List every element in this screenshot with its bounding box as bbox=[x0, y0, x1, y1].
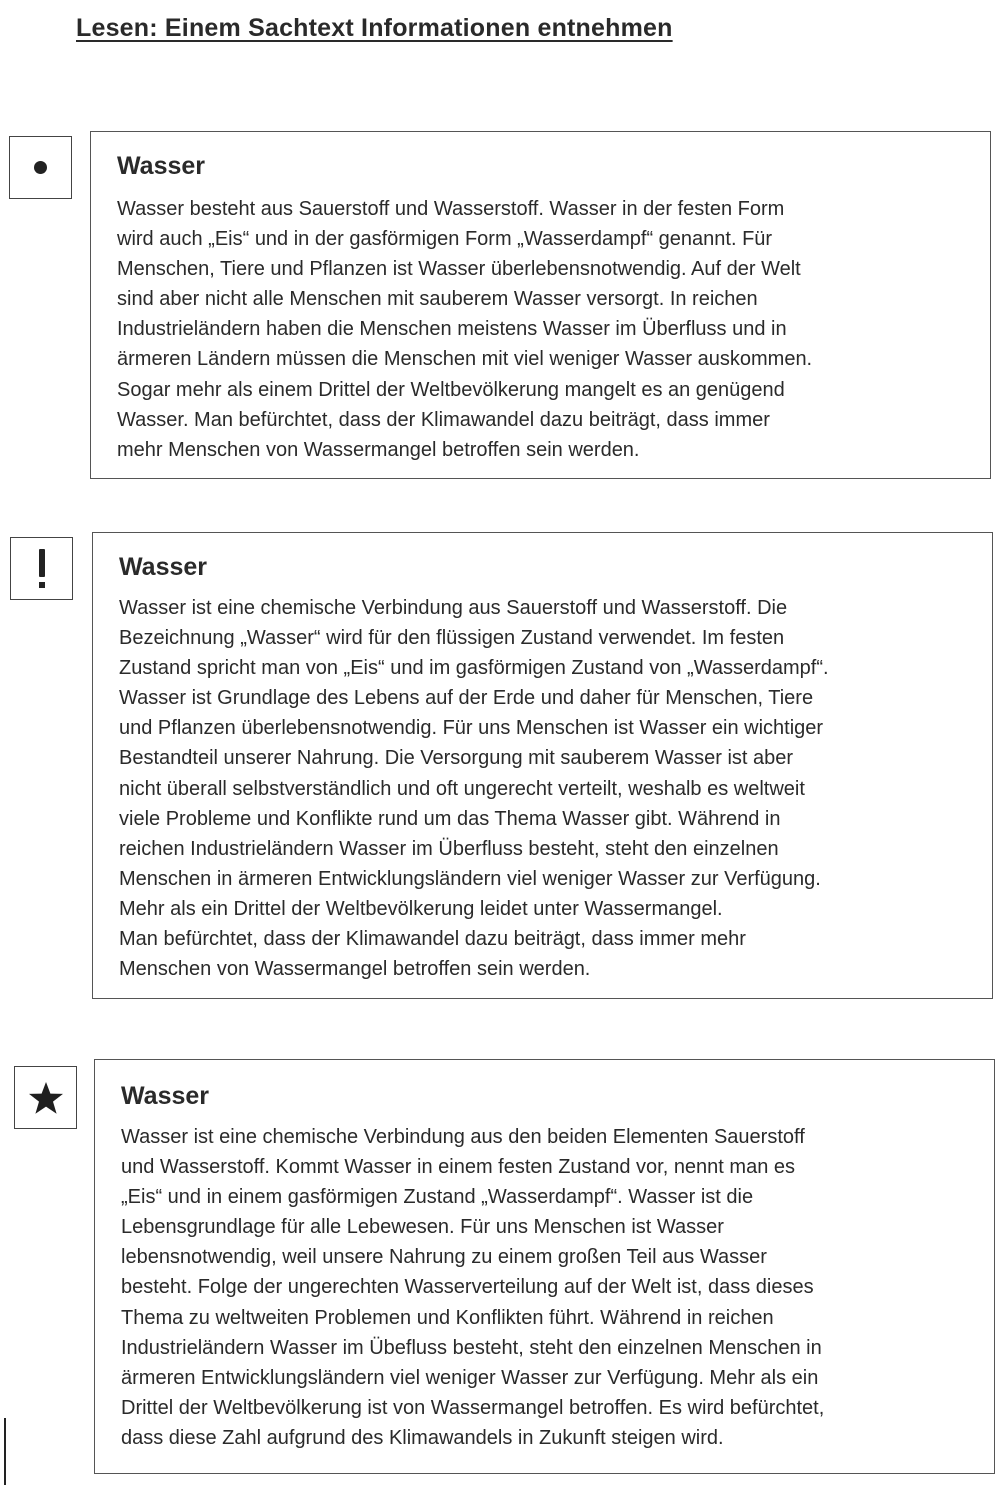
text-line: und Pflanzen überlebensnotwendig. Für uns Menschen ist Wasser ein wichtiger bbox=[119, 717, 824, 740]
level-marker-advanced bbox=[14, 1066, 77, 1129]
text-line: Drittel der Weltbevölkerung ist von Wassermangel betroffen. Es wird befürchtet, bbox=[121, 1396, 825, 1419]
level-marker-intermediate bbox=[10, 537, 73, 600]
text-line: Wasser. Man befürchtet, dass der Klimawandel dazu beiträgt, dass immer bbox=[117, 408, 770, 431]
text-box-intermediate bbox=[92, 532, 993, 999]
text-line: Menschen in ärmeren Entwicklungsländern viel weniger Wasser zur Verfügung. bbox=[119, 867, 821, 890]
text-line: Mehr als ein Drittel der Weltbevölkerung leidet unter Wassermangel. bbox=[119, 897, 723, 920]
text-line: reichen Industrieländern Wasser im Überfluss besteht, steht den einzelnen bbox=[119, 837, 779, 860]
text-line: Wasser ist Grundlage des Lebens auf der Erde und daher für Menschen, Tiere bbox=[119, 687, 814, 710]
text-line: ärmeren Entwicklungsländern viel weniger Wasser zur Verfügung. Mehr als ein bbox=[121, 1366, 819, 1389]
text-line: Industrieländern haben die Menschen meistens Wasser im Überfluss und in bbox=[117, 318, 787, 341]
text-line: viele Probleme und Konflikte rund um das Thema Wasser gibt. Während in bbox=[119, 807, 781, 830]
star-icon bbox=[28, 1081, 64, 1115]
text-line: Menschen, Tiere und Pflanzen ist Wasser überlebensnotwendig. Auf der Welt bbox=[117, 258, 801, 281]
level-marker-basic bbox=[9, 136, 72, 199]
text-line: „Eis“ und in einem gasförmigen Zustand „Wasserdampf“. Wasser ist die bbox=[121, 1186, 754, 1209]
text-line: Lebensgrundlage für alle Lebewesen. Für uns Menschen ist Wasser bbox=[121, 1216, 724, 1239]
text-line: dass diese Zahl aufgrund des Klimawandels in Zukunft steigen wird. bbox=[121, 1426, 724, 1449]
text-line: nicht überall selbstverständlich und oft ungerecht verteilt, weshalb es weltweit bbox=[119, 777, 805, 800]
text-line: und Wasserstoff. Kommt Wasser in einem festen Zustand vor, nennt man es bbox=[121, 1156, 796, 1179]
text-line: sind aber nicht alle Menschen mit sauberem Wasser versorgt. In reichen bbox=[117, 288, 758, 311]
text-line: wird auch „Eis“ und in der gasförmigen Form „Wasserdampf“ genannt. Für bbox=[117, 228, 773, 251]
text-line: Zustand spricht man von „Eis“ und im gasförmigen Zustand von „Wasserdampf“. bbox=[119, 657, 829, 680]
section-heading: Wasser bbox=[117, 152, 206, 180]
text-box-basic bbox=[90, 131, 991, 479]
text-line: ärmeren Ländern müssen die Menschen mit viel weniger Wasser auskommen. bbox=[117, 348, 813, 371]
section-body bbox=[119, 593, 980, 984]
text-line: Wasser besteht aus Sauerstoff und Wasserstoff. Wasser in der festen Form bbox=[117, 198, 785, 220]
text-line: Man befürchtet, dass der Klimawandel dazu beiträgt, dass immer mehr bbox=[119, 928, 746, 951]
section-heading: Wasser bbox=[121, 1082, 210, 1110]
text-box-advanced bbox=[94, 1059, 995, 1474]
text-line: Bestandteil unserer Nahrung. Die Versorgung mit sauberem Wasser ist aber bbox=[119, 747, 794, 770]
exclamation-icon bbox=[38, 549, 46, 589]
section-heading: Wasser bbox=[119, 553, 208, 581]
text-line: lebensnotwendig, weil unsere Nahrung zu einem großen Teil aus Wasser bbox=[121, 1246, 767, 1269]
scan-margin-line bbox=[4, 1418, 6, 1485]
section-body bbox=[121, 1122, 982, 1453]
text-line: mehr Menschen von Wassermangel betroffen sein werden. bbox=[117, 438, 640, 461]
text-line: Sogar mehr als einem Drittel der Weltbevölkerung mangelt es an genügend bbox=[117, 378, 785, 401]
text-line: besteht. Folge der ungerechten Wasserverteilung auf der Welt ist, dass dieses bbox=[121, 1276, 814, 1299]
dot-icon bbox=[34, 161, 47, 174]
text-line: Wasser ist eine chemische Verbindung aus den beiden Elementen Sauerstoff bbox=[121, 1126, 805, 1148]
text-line: Wasser ist eine chemische Verbindung aus Sauerstoff und Wasserstoff. Die bbox=[119, 597, 788, 619]
text-line: Thema zu weltweiten Problemen und Konflikten führt. Während in reichen bbox=[121, 1306, 774, 1329]
text-line: Bezeichnung „Wasser“ wird für den flüssigen Zustand verwendet. Im festen bbox=[119, 627, 785, 650]
text-line: Menschen von Wassermangel betroffen sein werden. bbox=[119, 958, 591, 981]
text-line: Industrieländern Wasser im Übefluss besteht, steht den einzelnen Menschen in bbox=[121, 1336, 822, 1359]
page-title: Lesen: Einem Sachtext Informationen entnehmen bbox=[76, 14, 673, 42]
section-body bbox=[117, 194, 978, 465]
